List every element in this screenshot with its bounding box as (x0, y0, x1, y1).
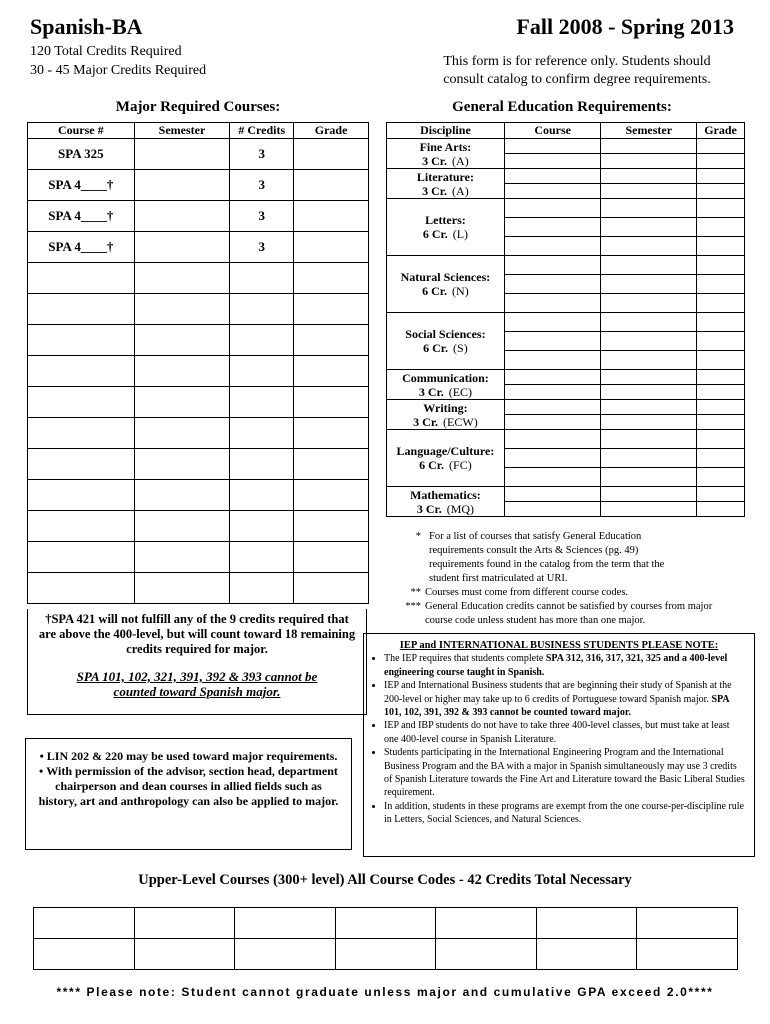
credits-cell (230, 511, 294, 542)
gened-semester-cell[interactable] (601, 385, 697, 400)
credit-amount: 3 Cr. (418, 384, 444, 399)
course-number-cell (28, 573, 135, 604)
semester-cell[interactable] (134, 480, 230, 511)
semester-cell[interactable] (134, 201, 230, 232)
major-course-row (28, 418, 369, 449)
discipline-cell (387, 256, 505, 313)
credits-cell (230, 480, 294, 511)
course-number-cell (28, 387, 135, 418)
gened-course-cell[interactable] (504, 256, 601, 275)
upper-level-cell[interactable] (436, 939, 537, 970)
discipline-cell (387, 487, 505, 517)
gened-course-cell[interactable] (504, 218, 601, 237)
credit-amount: 3 Cr. (422, 183, 448, 198)
major-credits: 30 - 45 Major Credits Required (30, 63, 207, 78)
gened-course-cell[interactable] (504, 415, 601, 430)
upper-level-cell[interactable] (235, 939, 336, 970)
gened-grade-cell[interactable] (697, 415, 745, 430)
credit-amount: 3 Cr. (422, 153, 448, 168)
grade-cell[interactable] (294, 263, 369, 294)
gened-grade-cell[interactable] (697, 154, 745, 169)
discipline-name: Communication: (402, 370, 489, 385)
major-course-row (28, 201, 369, 232)
gened-row (387, 400, 745, 415)
gened-semester-cell[interactable] (601, 218, 697, 237)
semester-cell[interactable] (134, 356, 230, 387)
discipline-cell (387, 400, 505, 430)
gened-course-cell[interactable] (504, 199, 601, 218)
gened-row (387, 139, 745, 154)
gened-course-cell[interactable] (504, 237, 601, 256)
gened-semester-cell[interactable] (601, 184, 697, 199)
gened-course-cell[interactable] (504, 449, 601, 468)
credit-amount: 6 Cr. (422, 227, 448, 241)
major-course-row (28, 480, 369, 511)
gened-grade-cell[interactable] (697, 169, 745, 184)
col-grade: Grade (294, 123, 369, 139)
major-course-row (28, 511, 369, 542)
credits-cell (230, 263, 294, 294)
grade-cell[interactable] (294, 542, 369, 573)
upper-level-table (33, 907, 738, 970)
discipline-credits (387, 502, 504, 516)
bullet-icon: • (39, 764, 47, 778)
semester-cell[interactable] (134, 511, 230, 542)
major-course-row (28, 325, 369, 356)
gened-grade-cell[interactable] (697, 430, 745, 449)
col-course: Course (504, 123, 601, 139)
credit-amount: 3 Cr. (413, 414, 439, 429)
footnote-2 (393, 586, 723, 600)
discipline-credits (387, 284, 504, 298)
gened-semester-cell[interactable] (601, 332, 697, 351)
gened-grade-cell[interactable] (697, 256, 745, 275)
iep-list (372, 652, 746, 826)
gened-course-cell[interactable] (504, 468, 601, 487)
grade-cell[interactable] (294, 201, 369, 232)
semester-cell[interactable] (134, 263, 230, 294)
discipline-credits (387, 227, 504, 241)
iep-item: • In addition, students in these programs are exempt from the one course-per-discipline rule in Letters, Social Sciences, and Natural Sciences. (384, 800, 746, 827)
col-credits: # Credits (230, 123, 294, 139)
discipline-cell (387, 370, 505, 400)
discipline-name: Natural Sciences: (400, 270, 491, 284)
col-semester: Semester (134, 123, 230, 139)
discipline-name: Letters: (425, 213, 466, 227)
footnote-text: Courses must come from different course codes. (425, 587, 629, 598)
gened-grade-cell[interactable] (697, 332, 745, 351)
semester-cell[interactable] (134, 294, 230, 325)
upper-level-cell[interactable] (34, 939, 135, 970)
discipline-name: Writing: (423, 400, 468, 415)
credits-cell: 3 (230, 232, 294, 263)
credits-cell (230, 294, 294, 325)
iep-item: • IEP and IBP students do not have to take three 400-level classes, but must take at least one 400-level course in Spanish Literature. (384, 719, 746, 746)
footnote-mark: * (415, 531, 421, 542)
major-course-row (28, 139, 369, 170)
discipline-cell (387, 430, 505, 487)
major-course-row (28, 387, 369, 418)
course-number-cell: SPA 4____† (28, 201, 135, 232)
credit-amount: 6 Cr. (422, 284, 448, 298)
upper-level-cell[interactable] (134, 939, 235, 970)
course-number-cell: SPA 4____† (28, 232, 135, 263)
course-number-cell (28, 325, 135, 356)
upper-level-row (34, 939, 738, 970)
gened-row (387, 313, 745, 332)
upper-level-row (34, 908, 738, 939)
footnote-mark: ** (410, 587, 421, 598)
discipline-credits (387, 154, 504, 168)
semester-cell[interactable] (134, 139, 230, 170)
gened-course-cell[interactable] (504, 502, 601, 517)
major-course-row (28, 573, 369, 604)
upper-level-cell[interactable] (436, 908, 537, 939)
footnote-3 (393, 600, 723, 628)
upper-level-cell[interactable] (536, 939, 637, 970)
excluded-courses-note: SPA 101, 102, 321, 391, 392 & 393 cannot be counted toward Spanish major. (76, 669, 318, 699)
credit-amount: 6 Cr. (419, 458, 445, 472)
upper-level-cell[interactable] (637, 939, 738, 970)
gened-semester-cell[interactable] (601, 294, 697, 313)
major-course-row (28, 356, 369, 387)
gened-course-cell[interactable] (504, 487, 601, 502)
gened-semester-cell[interactable] (601, 256, 697, 275)
discipline-cell (387, 313, 505, 370)
gened-grade-cell[interactable] (697, 487, 745, 502)
discipline-credits (387, 385, 504, 399)
col-gened-semester: Semester (601, 123, 697, 139)
discipline-name: Language/Culture: (396, 444, 495, 458)
grade-cell[interactable] (294, 356, 369, 387)
iep-item (384, 652, 746, 679)
grade-cell[interactable] (294, 480, 369, 511)
gened-grade-cell[interactable] (697, 199, 745, 218)
gened-semester-cell[interactable] (601, 430, 697, 449)
course-code: (N) (452, 284, 469, 298)
gened-semester-cell[interactable] (601, 449, 697, 468)
upper-level-cell[interactable] (335, 939, 436, 970)
footnote-text: For a list of courses that satisfy General Education requirements consult the Arts & Sciences (pg. 49) requirements found in the catalog from the term that the student first matriculated at URI. (429, 531, 665, 584)
gened-grade-cell[interactable] (697, 184, 745, 199)
major-courses-heading: Major Required Courses: (115, 99, 281, 115)
gened-course-cell[interactable] (504, 370, 601, 385)
gened-semester-cell[interactable] (601, 169, 697, 184)
credits-cell (230, 449, 294, 480)
discipline-cell (387, 139, 505, 169)
gpa-footer-note: **** Please note: Student cannot graduate unless major and cumulative GPA exceed 2.0**** (56, 985, 714, 999)
gened-semester-cell[interactable] (601, 370, 697, 385)
course-number-cell (28, 263, 135, 294)
spa421-note: †SPA 421 will not fulfill any of the 9 credits required that are above the 400-level, but will count toward 18 remaining credits required for major. (38, 612, 356, 656)
course-code: (EC) (448, 384, 473, 399)
gened-course-cell[interactable] (504, 430, 601, 449)
lin-note (36, 749, 341, 764)
grade-cell[interactable] (294, 139, 369, 170)
semester-cell[interactable] (134, 387, 230, 418)
credits-cell (230, 573, 294, 604)
gened-semester-cell[interactable] (601, 154, 697, 169)
discipline-name: Literature: (416, 169, 474, 184)
iep-heading: IEP and INTERNATIONAL BUSINESS STUDENTS PLEASE NOTE: (399, 640, 719, 651)
gened-row (387, 487, 745, 502)
major-notes-box (27, 609, 367, 715)
major-course-row (28, 542, 369, 573)
course-number-cell (28, 418, 135, 449)
course-number-cell (28, 480, 135, 511)
semester-cell[interactable] (134, 542, 230, 573)
gened-grade-cell[interactable] (697, 449, 745, 468)
gened-row (387, 199, 745, 218)
course-number-cell (28, 449, 135, 480)
gened-grade-cell[interactable] (697, 218, 745, 237)
credit-amount: 6 Cr. (423, 341, 449, 355)
credits-cell (230, 356, 294, 387)
allied-fields-box (25, 738, 352, 850)
gened-semester-cell[interactable] (601, 502, 697, 517)
upper-level-cell[interactable] (34, 908, 135, 939)
grade-cell[interactable] (294, 170, 369, 201)
lin-note-text: LIN 202 & 220 may be used toward major requirements. (46, 749, 338, 763)
gened-course-cell[interactable] (504, 385, 601, 400)
gened-semester-cell[interactable] (601, 468, 697, 487)
gened-grade-cell[interactable] (697, 502, 745, 517)
gened-footnotes (393, 530, 723, 628)
upper-level-cell[interactable] (134, 908, 235, 939)
gened-course-cell[interactable] (504, 169, 601, 184)
gened-row (387, 169, 745, 184)
gened-grade-cell[interactable] (697, 237, 745, 256)
total-credits: 120 Total Credits Required (30, 44, 182, 59)
credits-cell: 3 (230, 139, 294, 170)
bullet-icon: • (39, 749, 47, 763)
reference-notice-line2: consult catalog to confirm degree requirements. (443, 72, 711, 87)
gened-heading: General Education Requirements: (452, 99, 672, 115)
semester-cell[interactable] (134, 418, 230, 449)
grade-cell[interactable] (294, 573, 369, 604)
course-code: (MQ) (446, 501, 475, 516)
gened-course-cell[interactable] (504, 154, 601, 169)
grade-cell[interactable] (294, 449, 369, 480)
gened-semester-cell[interactable] (601, 400, 697, 415)
semester-cell[interactable] (134, 573, 230, 604)
iep-item (384, 679, 746, 719)
gened-semester-cell[interactable] (601, 275, 697, 294)
discipline-name: Fine Arts: (419, 139, 472, 154)
major-course-row (28, 170, 369, 201)
gened-course-cell[interactable] (504, 400, 601, 415)
credits-cell: 3 (230, 170, 294, 201)
gened-grade-cell[interactable] (697, 400, 745, 415)
credits-cell (230, 387, 294, 418)
gened-grade-cell[interactable] (697, 275, 745, 294)
credits-cell (230, 542, 294, 573)
gened-grade-cell[interactable] (697, 351, 745, 370)
major-courses-table (27, 122, 369, 604)
gened-grade-cell[interactable] (697, 468, 745, 487)
footnote-text: General Education credits cannot be satisfied by courses from major course code unless student has more than one major. (425, 601, 713, 626)
gened-semester-cell[interactable] (601, 139, 697, 154)
discipline-name: Social Sciences: (405, 327, 486, 341)
iep-note-box (363, 633, 755, 857)
course-code: (ECW) (443, 414, 478, 429)
gened-row (387, 430, 745, 449)
reference-notice (412, 53, 742, 89)
gened-course-cell[interactable] (504, 184, 601, 199)
credits-cell: 3 (230, 201, 294, 232)
upper-level-heading: Upper-Level Courses (300+ level) All Course Codes - 42 Credits Total Necessary (138, 872, 632, 888)
credits-cell (230, 418, 294, 449)
grade-cell[interactable] (294, 387, 369, 418)
upper-level-cell[interactable] (235, 908, 336, 939)
catalog-term: Fall 2008 - Spring 2013 (516, 14, 734, 39)
grade-cell[interactable] (294, 325, 369, 356)
gened-row (387, 256, 745, 275)
gened-course-cell[interactable] (504, 275, 601, 294)
gened-grade-cell[interactable] (697, 370, 745, 385)
course-number-cell (28, 356, 135, 387)
credit-amount: 3 Cr. (416, 501, 442, 516)
semester-cell[interactable] (134, 449, 230, 480)
semester-cell[interactable] (134, 325, 230, 356)
course-code: (A) (452, 183, 469, 198)
gened-course-cell[interactable] (504, 139, 601, 154)
gened-semester-cell[interactable] (601, 199, 697, 218)
course-number-cell: SPA 325 (28, 139, 135, 170)
col-course-number: Course # (28, 123, 135, 139)
gened-semester-cell[interactable] (601, 487, 697, 502)
course-number-cell (28, 542, 135, 573)
footnote-mark: *** (405, 601, 421, 612)
gened-row (387, 370, 745, 385)
gened-semester-cell[interactable] (601, 415, 697, 430)
course-number-cell (28, 294, 135, 325)
gened-grade-cell[interactable] (697, 385, 745, 400)
major-course-row (28, 449, 369, 480)
course-code: (A) (452, 153, 469, 168)
semester-cell[interactable] (134, 232, 230, 263)
grade-cell[interactable] (294, 294, 369, 325)
grade-cell[interactable] (294, 418, 369, 449)
course-code: (S) (453, 341, 468, 355)
course-code: (FC) (449, 458, 472, 472)
major-course-row (28, 232, 369, 263)
gened-semester-cell[interactable] (601, 313, 697, 332)
reference-notice-line1: This form is for reference only. Students should (443, 54, 711, 69)
discipline-credits (387, 184, 504, 198)
upper-level-cell[interactable] (637, 908, 738, 939)
iep-bold-text: SPA 101, 102, 391, 392 & 393 cannot be counted toward major. (384, 693, 730, 719)
gened-course-cell[interactable] (504, 332, 601, 351)
major-course-row (28, 294, 369, 325)
page-title: Spanish-BA (30, 14, 143, 39)
gened-grade-cell[interactable] (697, 313, 745, 332)
allied-note-text: With permission of the advisor, section head, department chairperson and dean courses in allied fields such as history, art and anthropology can also be applied to major. (38, 764, 339, 808)
discipline-credits (387, 341, 504, 355)
course-number-cell: SPA 4____† (28, 170, 135, 201)
gened-course-cell[interactable] (504, 351, 601, 370)
col-gened-grade: Grade (697, 123, 745, 139)
discipline-cell (387, 199, 505, 256)
course-code: (L) (452, 227, 469, 241)
iep-text: The IEP requires that students complete (384, 653, 546, 665)
iep-text: IEP and International Business students that are beginning their study of Spanish at the 200-level or higher may take up to 6 credits of Portuguese toward Spanish major. (384, 680, 732, 705)
iep-item: • Students participating in the International Engineering Program and the International Business Program and the BA with a major in Spanish simultaneously may use 3 credits of Spanish Literature towards the Fine Art and Literature toward the Basic Liberal Studies requirement. (384, 746, 746, 800)
allied-note (36, 764, 341, 809)
iep-bold-text: SPA 312, 316, 317, 321, 325 and a 400-level engineering course taught in Spanish. (384, 653, 728, 678)
grade-cell[interactable] (294, 511, 369, 542)
footnote-1 (393, 530, 723, 586)
upper-level-cell[interactable] (335, 908, 436, 939)
discipline-credits (387, 415, 504, 429)
gened-semester-cell[interactable] (601, 351, 697, 370)
gened-grade-cell[interactable] (697, 139, 745, 154)
credits-cell (230, 325, 294, 356)
discipline-cell (387, 169, 505, 199)
col-discipline: Discipline (387, 123, 505, 139)
gened-semester-cell[interactable] (601, 237, 697, 256)
grade-cell[interactable] (294, 232, 369, 263)
upper-level-cell[interactable] (536, 908, 637, 939)
course-number-cell (28, 511, 135, 542)
gened-course-cell[interactable] (504, 313, 601, 332)
semester-cell[interactable] (134, 170, 230, 201)
gened-course-cell[interactable] (504, 294, 601, 313)
gened-table (386, 122, 745, 517)
discipline-credits (387, 458, 504, 472)
gened-grade-cell[interactable] (697, 294, 745, 313)
major-course-row (28, 263, 369, 294)
discipline-name: Mathematics: (410, 487, 481, 502)
